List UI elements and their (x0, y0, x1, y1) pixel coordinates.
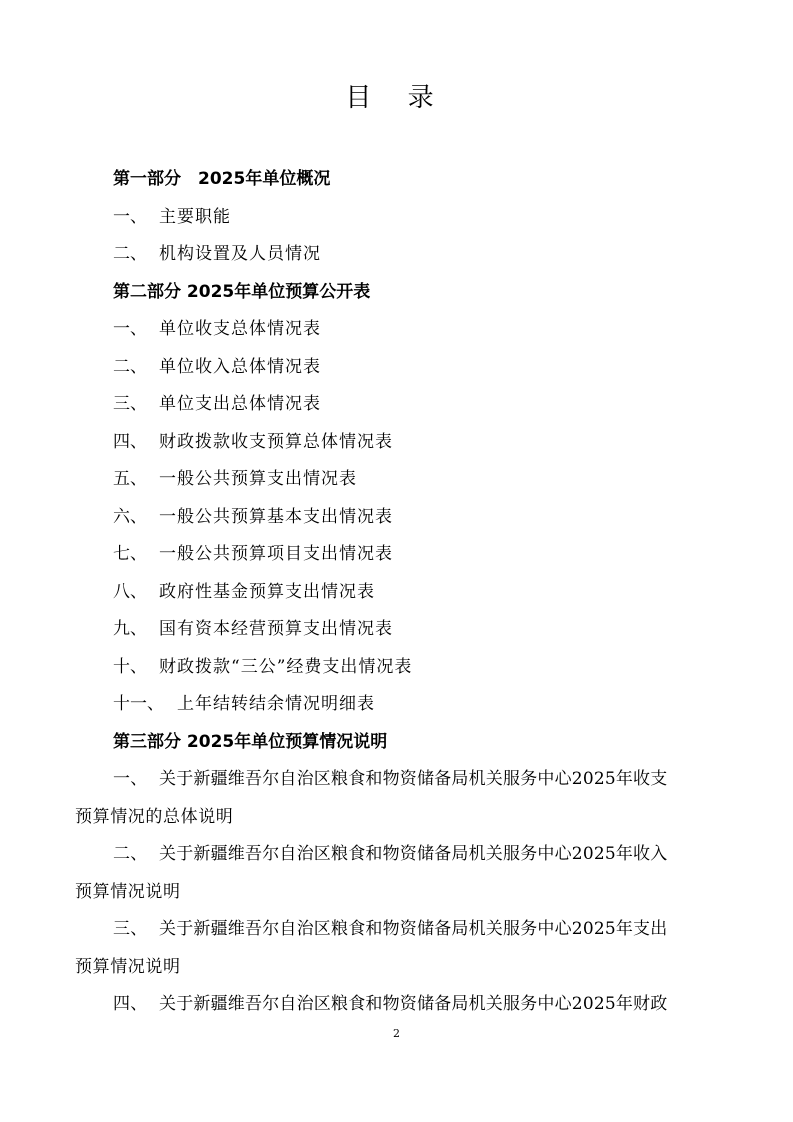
item-number: 五、 (113, 469, 147, 489)
item-number: 一、 (113, 206, 147, 227)
toc-item (113, 424, 713, 462)
item-text: 国有资本经营预算支出情况表 (159, 619, 393, 639)
toc-paragraph (75, 836, 713, 911)
item-number: 二、 (113, 244, 147, 264)
table-of-contents (75, 161, 713, 1024)
paragraph-line-1: 关于新疆维吾尔自治区粮食和物资储备局机关服务中心2025年收入 (159, 844, 668, 864)
toc-item (113, 611, 713, 649)
item-text: 机构设置及人员情况 (159, 244, 321, 264)
item-text: 政府性基金预算支出情况表 (159, 581, 375, 602)
part-one-heading: 第一部分 2025年单位概况 (113, 169, 331, 189)
toc-paragraph (75, 911, 713, 986)
item-number: 九、 (113, 619, 147, 639)
toc-item (113, 499, 713, 537)
item-number: 二、 (113, 844, 148, 864)
item-number: 三、 (113, 394, 147, 414)
item-number: 七、 (113, 544, 147, 564)
paragraph-line-2: 预算情况说明 (75, 956, 181, 977)
item-number: 二、 (113, 356, 147, 377)
item-text: 单位收支总体情况表 (159, 319, 321, 339)
item-number: 四、 (113, 431, 147, 452)
item-text: 财政拨款“三公”经费支出情况表 (159, 656, 413, 677)
item-number: 一、 (113, 769, 148, 789)
toc-title: 目 录 (345, 83, 448, 113)
toc-item (113, 386, 713, 424)
toc-paragraph (113, 986, 713, 1024)
item-text: 主要职能 (159, 206, 231, 227)
toc-item (113, 199, 713, 237)
paragraph-line-1: 关于新疆维吾尔自治区粮食和物资储备局机关服务中心2025年收支 (159, 769, 668, 789)
toc-item (113, 349, 713, 387)
item-number: 三、 (113, 919, 148, 939)
item-text: 单位收入总体情况表 (159, 356, 321, 377)
part-two-heading: 第二部分 2025年单位预算公开表 (113, 281, 371, 302)
paragraph-line-2: 预算情况的总体说明 (75, 806, 234, 827)
paragraph-line-2: 预算情况说明 (75, 881, 181, 902)
toc-paragraph (75, 761, 713, 836)
item-number: 十一、 (113, 694, 164, 714)
item-text: 一般公共预算支出情况表 (159, 469, 357, 489)
toc-item (113, 686, 713, 724)
item-text: 一般公共预算项目支出情况表 (159, 544, 393, 564)
toc-item (113, 574, 713, 612)
paragraph-line-1: 关于新疆维吾尔自治区粮食和物资储备局机关服务中心2025年支出 (159, 919, 668, 939)
item-number: 一、 (113, 319, 147, 339)
item-number: 六、 (113, 506, 147, 527)
toc-item (113, 649, 713, 687)
toc-item (113, 461, 713, 499)
item-number: 四、 (113, 994, 148, 1014)
page-number: 2 (393, 1027, 400, 1040)
item-text: 一般公共预算基本支出情况表 (159, 506, 393, 527)
part-three-heading: 第三部分 2025年单位预算情况说明 (113, 731, 388, 752)
toc-item (113, 236, 713, 274)
toc-item (113, 536, 713, 574)
item-text: 单位支出总体情况表 (159, 394, 321, 414)
item-text: 财政拨款收支预算总体情况表 (159, 431, 393, 452)
toc-item (113, 311, 713, 349)
item-text: 上年结转结余情况明细表 (177, 694, 375, 714)
paragraph-line-1: 关于新疆维吾尔自治区粮食和物资储备局机关服务中心2025年财政 (159, 994, 668, 1014)
item-number: 十、 (113, 656, 147, 677)
item-number: 八、 (113, 581, 147, 602)
